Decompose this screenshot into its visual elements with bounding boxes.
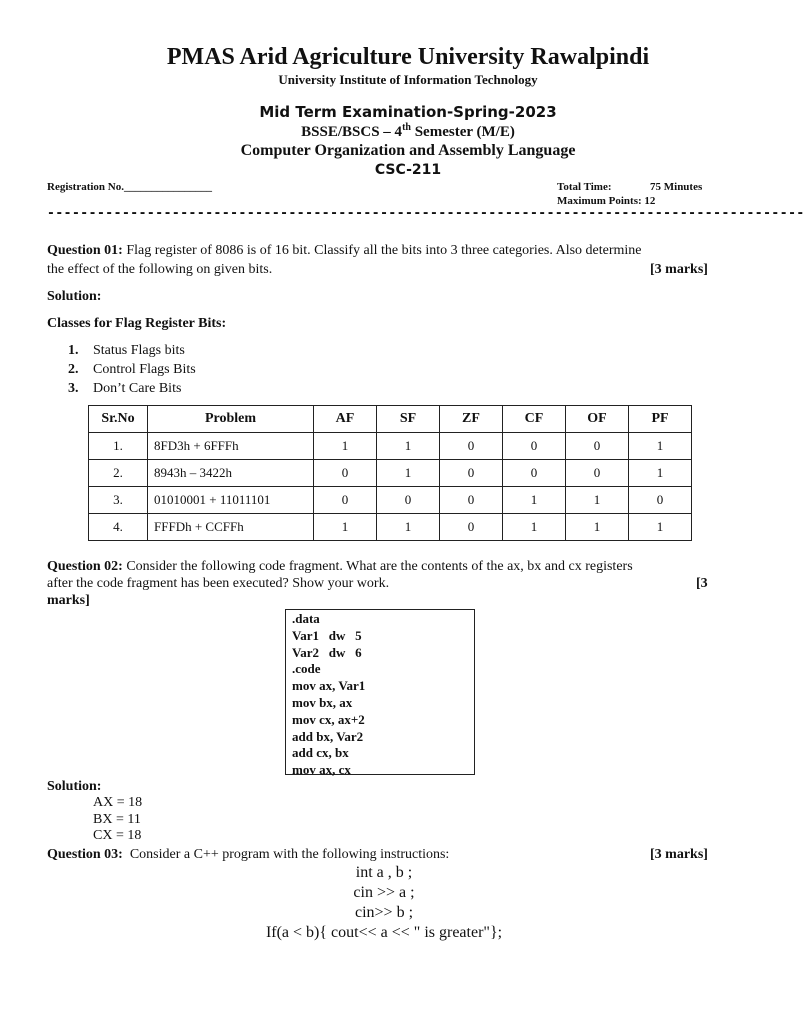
code-line: Var1 dw 5 xyxy=(292,627,362,643)
table-cell: 0 xyxy=(440,487,503,514)
code-line: add bx, Var2 xyxy=(292,728,364,744)
assembly-code-box xyxy=(285,609,475,778)
answer-ax: AX = 18 xyxy=(93,795,143,810)
table-cell: 1. xyxy=(89,433,148,460)
table-cell: 0 xyxy=(440,460,503,487)
table-row xyxy=(89,460,692,487)
header-srno: Sr.No xyxy=(89,406,148,433)
code-line: .code xyxy=(292,661,321,677)
cpp-line-4: If(a < b){ cout<< a << " is greater"}; xyxy=(265,924,503,941)
table-cell: 1 xyxy=(566,487,629,514)
exam-title xyxy=(48,103,768,122)
table-cell: 4. xyxy=(89,514,148,541)
table-cell: 8943h – 3422h xyxy=(148,460,314,487)
course-title: Computer Organization and Assembly Language xyxy=(240,142,576,159)
q3-text: Consider a C++ program with the following instructions: xyxy=(122,847,450,862)
flag-table xyxy=(88,405,692,541)
code-line: mov ax, Var1 xyxy=(292,678,366,694)
q2-solution-label: Solution: xyxy=(47,779,102,794)
table-cell: 1 xyxy=(314,514,377,541)
q2-line1 xyxy=(47,558,719,576)
q1-text2: the effect of the following on given bits. xyxy=(47,262,273,277)
cpp-line-1: int a , b ; xyxy=(355,864,413,881)
table-cell: 0 xyxy=(440,514,503,541)
max-points: Maximum Points: 12 xyxy=(557,195,656,207)
q2-text1: Consider the following code fragment. What are the contents of the ax, bx and cx registers xyxy=(122,559,633,574)
q3-marks: [3 marks] xyxy=(650,847,708,862)
total-time-label: Total Time: xyxy=(557,181,612,193)
table-cell: 1 xyxy=(503,514,566,541)
cpp-line-2: cin >> a ; xyxy=(353,884,415,901)
table-cell: 01010001 + 11011101 xyxy=(148,487,314,514)
table-cell: 1 xyxy=(314,433,377,460)
header-af: AF xyxy=(314,406,377,433)
exam-title-text: Mid Term Examination-Spring-2023 xyxy=(259,103,557,121)
code-line: mov ax, cx xyxy=(292,762,351,778)
q3-label: Question 03: xyxy=(47,847,123,862)
q2-marks-part1: [3 xyxy=(696,576,708,591)
program-semester xyxy=(48,122,768,141)
q2-answers xyxy=(93,795,142,845)
total-time-value: 75 Minutes xyxy=(650,181,703,193)
table-cell: 0 xyxy=(503,433,566,460)
q1-line1 xyxy=(47,242,719,260)
table-row xyxy=(89,487,692,514)
code-line: Var2 dw 6 xyxy=(292,644,362,660)
table-cell: 0 xyxy=(503,460,566,487)
divider-line: ------------------------------------------------------------------------------------------- xyxy=(47,206,805,221)
answer-bx: BX = 11 xyxy=(93,811,141,827)
q3-line xyxy=(47,846,449,864)
table-cell: 0 xyxy=(314,487,377,514)
course-code: CSC-211 xyxy=(374,162,442,178)
table-header-row xyxy=(89,406,692,433)
table-cell: 1 xyxy=(629,433,692,460)
registration-label: Registration No.________________ xyxy=(47,181,212,193)
code-line: add cx, bx xyxy=(292,745,349,761)
institute-subtitle: University Institute of Information Technology xyxy=(278,72,538,87)
university-title: PMAS Arid Agriculture University Rawalpindi xyxy=(166,44,650,70)
cpp-line-3: cin>> b ; xyxy=(354,904,414,921)
table-cell: 1 xyxy=(503,487,566,514)
code-line: mov cx, ax+2 xyxy=(292,711,365,727)
table-cell: 3. xyxy=(89,487,148,514)
table-cell: 0 xyxy=(566,460,629,487)
q2-text2: after the code fragment has been executed? Show your work. xyxy=(47,576,390,591)
header-problem: Problem xyxy=(148,406,314,433)
code-line: .data xyxy=(292,611,320,626)
table-cell: 1 xyxy=(377,514,440,541)
table-cell: FFFDh + CCFFh xyxy=(148,514,314,541)
table-cell: 0 xyxy=(377,487,440,514)
table-cell: 1 xyxy=(566,514,629,541)
table-cell: 1 xyxy=(377,460,440,487)
table-cell: 0 xyxy=(629,487,692,514)
program-suffix: Semester (M/E) xyxy=(410,124,515,140)
table-cell: 2. xyxy=(89,460,148,487)
table-row xyxy=(89,433,692,460)
q1-label: Question 01: xyxy=(47,243,123,258)
list-item: 2. Control Flags Bits xyxy=(68,362,196,377)
header-cf: CF xyxy=(503,406,566,433)
answer-cx: CX = 18 xyxy=(93,828,142,843)
list-item: 1. Status Flags bits xyxy=(68,343,185,358)
header-pf: PF xyxy=(629,406,692,433)
table-cell: 1 xyxy=(629,514,692,541)
header-sf: SF xyxy=(377,406,440,433)
program-prefix: BSSE/BSCS – 4 xyxy=(301,124,403,140)
header-zf: ZF xyxy=(440,406,503,433)
q1-text1: Flag register of 8086 is of 16 bit. Classify all the bits into 3 three categories. Also determine xyxy=(122,243,642,258)
header-of: OF xyxy=(566,406,629,433)
q1-marks: [3 marks] xyxy=(650,262,708,277)
q2-marks-part2: marks] xyxy=(47,593,90,608)
list-item: 3. Don’t Care Bits xyxy=(68,381,182,396)
flag-classes-list xyxy=(68,341,196,398)
code-line: mov bx, ax xyxy=(292,694,353,710)
q1-solution-label: Solution: xyxy=(47,289,102,304)
table-cell: 8FD3h + 6FFFh xyxy=(148,433,314,460)
table-row xyxy=(89,514,692,541)
table-cell: 1 xyxy=(629,460,692,487)
q1-classes-label: Classes for Flag Register Bits: xyxy=(47,316,227,331)
table-cell: 0 xyxy=(314,460,377,487)
table-cell: 1 xyxy=(377,433,440,460)
program-sup: th xyxy=(402,122,411,133)
table-cell: 0 xyxy=(566,433,629,460)
table-cell: 0 xyxy=(440,433,503,460)
q2-label: Question 02: xyxy=(47,559,123,574)
